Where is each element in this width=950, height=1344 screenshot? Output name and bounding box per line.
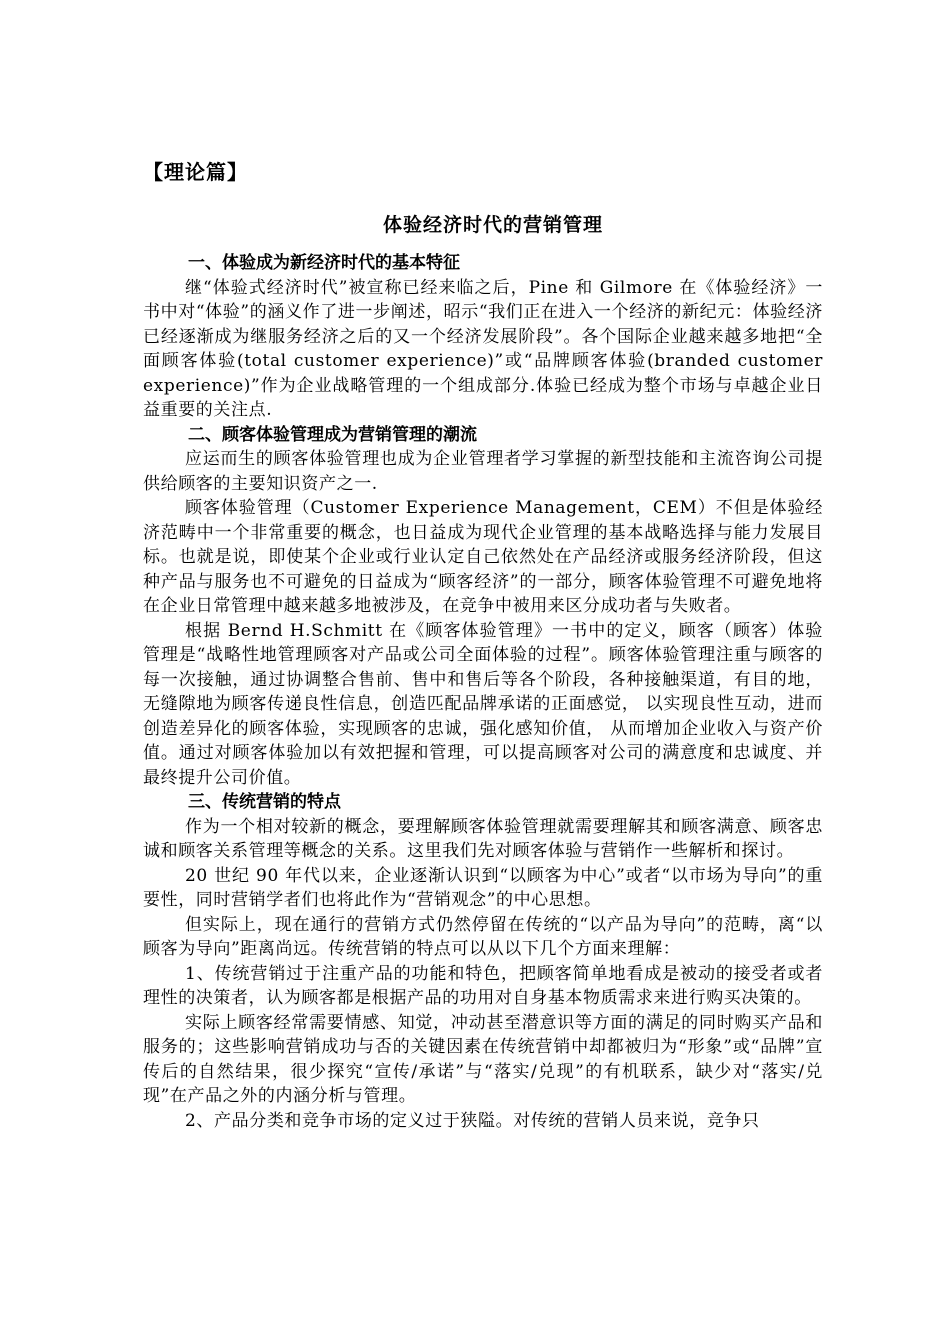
heading-3: 三、传统营销的特点	[188, 792, 341, 812]
paragraph-2: 应运而生的顾客体验管理也成为企业管理者学习掌握的新型技能和主流咨询公司提供给顾客的主要知识资产之一.	[143, 449, 823, 494]
paragraph-3: 顾客体验管理（Customer Experience Management，CEM）不但是体验经济范畴中一个非常重要的概念，也日益成为现代企业管理的基本战略选择与能力发展目标。也就是说，即使某个企业或行业认定自己依然处在产品经济或服务经济阶段，但这种产品与服务也不可避免的日益成为“顾客经济”的一部分，顾客体验管理不可避免地将在企业日常管理中越来越多地被涉及，在竞争中被用来区分成功者与失败者。	[143, 498, 823, 616]
section-tag: 【理论篇】	[143, 160, 248, 184]
document-page	[143, 160, 823, 1133]
paragraph-8: 1、传统营销过于注重产品的功能和特色，把顾客简单地看成是被动的接受者或者理性的决策者，认为顾客都是根据产品的功用对自身基本物质需求来进行购买决策的。	[143, 963, 823, 1008]
heading-1: 一、体验成为新经济时代的基本特征	[188, 253, 460, 273]
document-title: 体验经济时代的营销管理	[382, 213, 603, 236]
paragraph-5: 作为一个相对较新的概念，要理解顾客体验管理就需要理解其和顾客满意、顾客忠诚和顾客关系管理等概念的关系。这里我们先对顾客体验与营销作一些解析和探讨。	[143, 816, 823, 861]
paragraph-4: 根据 Bernd H.Schmitt 在《顾客体验管理》一书中的定义，顾客（顾客）体验管理是“战略性地管理顾客对产品或公司全面体验的过程”。顾客体验管理注重与顾客的每一次接触，通过协调整合售前、售中和售后等各个阶段，各种接触渠道，有目的地，无缝隙地为顾客传递良性信息，创造匹配品牌承诺的正面感觉， 以实现良性互动，进而创造差异化的顾客体验，实现顾客的忠诚，强化感知价值， 从而增加企业收入与资产价值。通过对顾客体验加以有效把握和管理，可以提高顾客对公司的满意度和忠诚度、并最终提升公司价值。	[143, 620, 823, 788]
heading-2: 二、顾客体验管理成为营销管理的潮流	[188, 424, 477, 445]
paragraph-7: 但实际上，现在通行的营销方式仍然停留在传统的“以产品为导向”的范畴，离“以顾客为导向”距离尚远。传统营销的特点可以从以下几个方面来理解：	[143, 914, 823, 959]
paragraph-9: 实际上顾客经常需要情感、知觉，冲动甚至潜意识等方面的满足的同时购买产品和服务的；这些影响营销成功与否的关键因素在传统营销中却都被归为“形象”或“品牌”宣传后的自然结果，很少探究“宣传/承诺”与“落实/兑现”的有机联系，缺少对“落实/兑现”在产品之外的内涵分析与管理。	[143, 1012, 823, 1106]
paragraph-10: 2、产品分类和竞争市场的定义过于狭隘。对传统的营销人员来说，竞争只	[185, 1110, 760, 1131]
paragraph-6: 20 世纪 90 年代以来，企业逐渐认识到“以顾客为中心”或者“以市场为导向”的重要性，同时营销学者们也将此作为“营销观念”的中心思想。	[143, 865, 823, 910]
paragraph-1: 继“体验式经济时代”被宣称已经来临之后，Pine 和 Gilmore 在《体验经济》一书中对“体验”的涵义作了进一步阐述，昭示“我们正在进入一个经济的新纪元：体验经济已经逐渐成为继服务经济之后的又一个经济发展阶段”。各个国际企业越来越多地把“全面顾客体验(total customer experience)”或“品牌顾客体验(branded customer experience)”作为企业战略管理的一个组成部分.体验已经成为整个市场与卓越企业日益重要的关注点.	[143, 277, 823, 420]
